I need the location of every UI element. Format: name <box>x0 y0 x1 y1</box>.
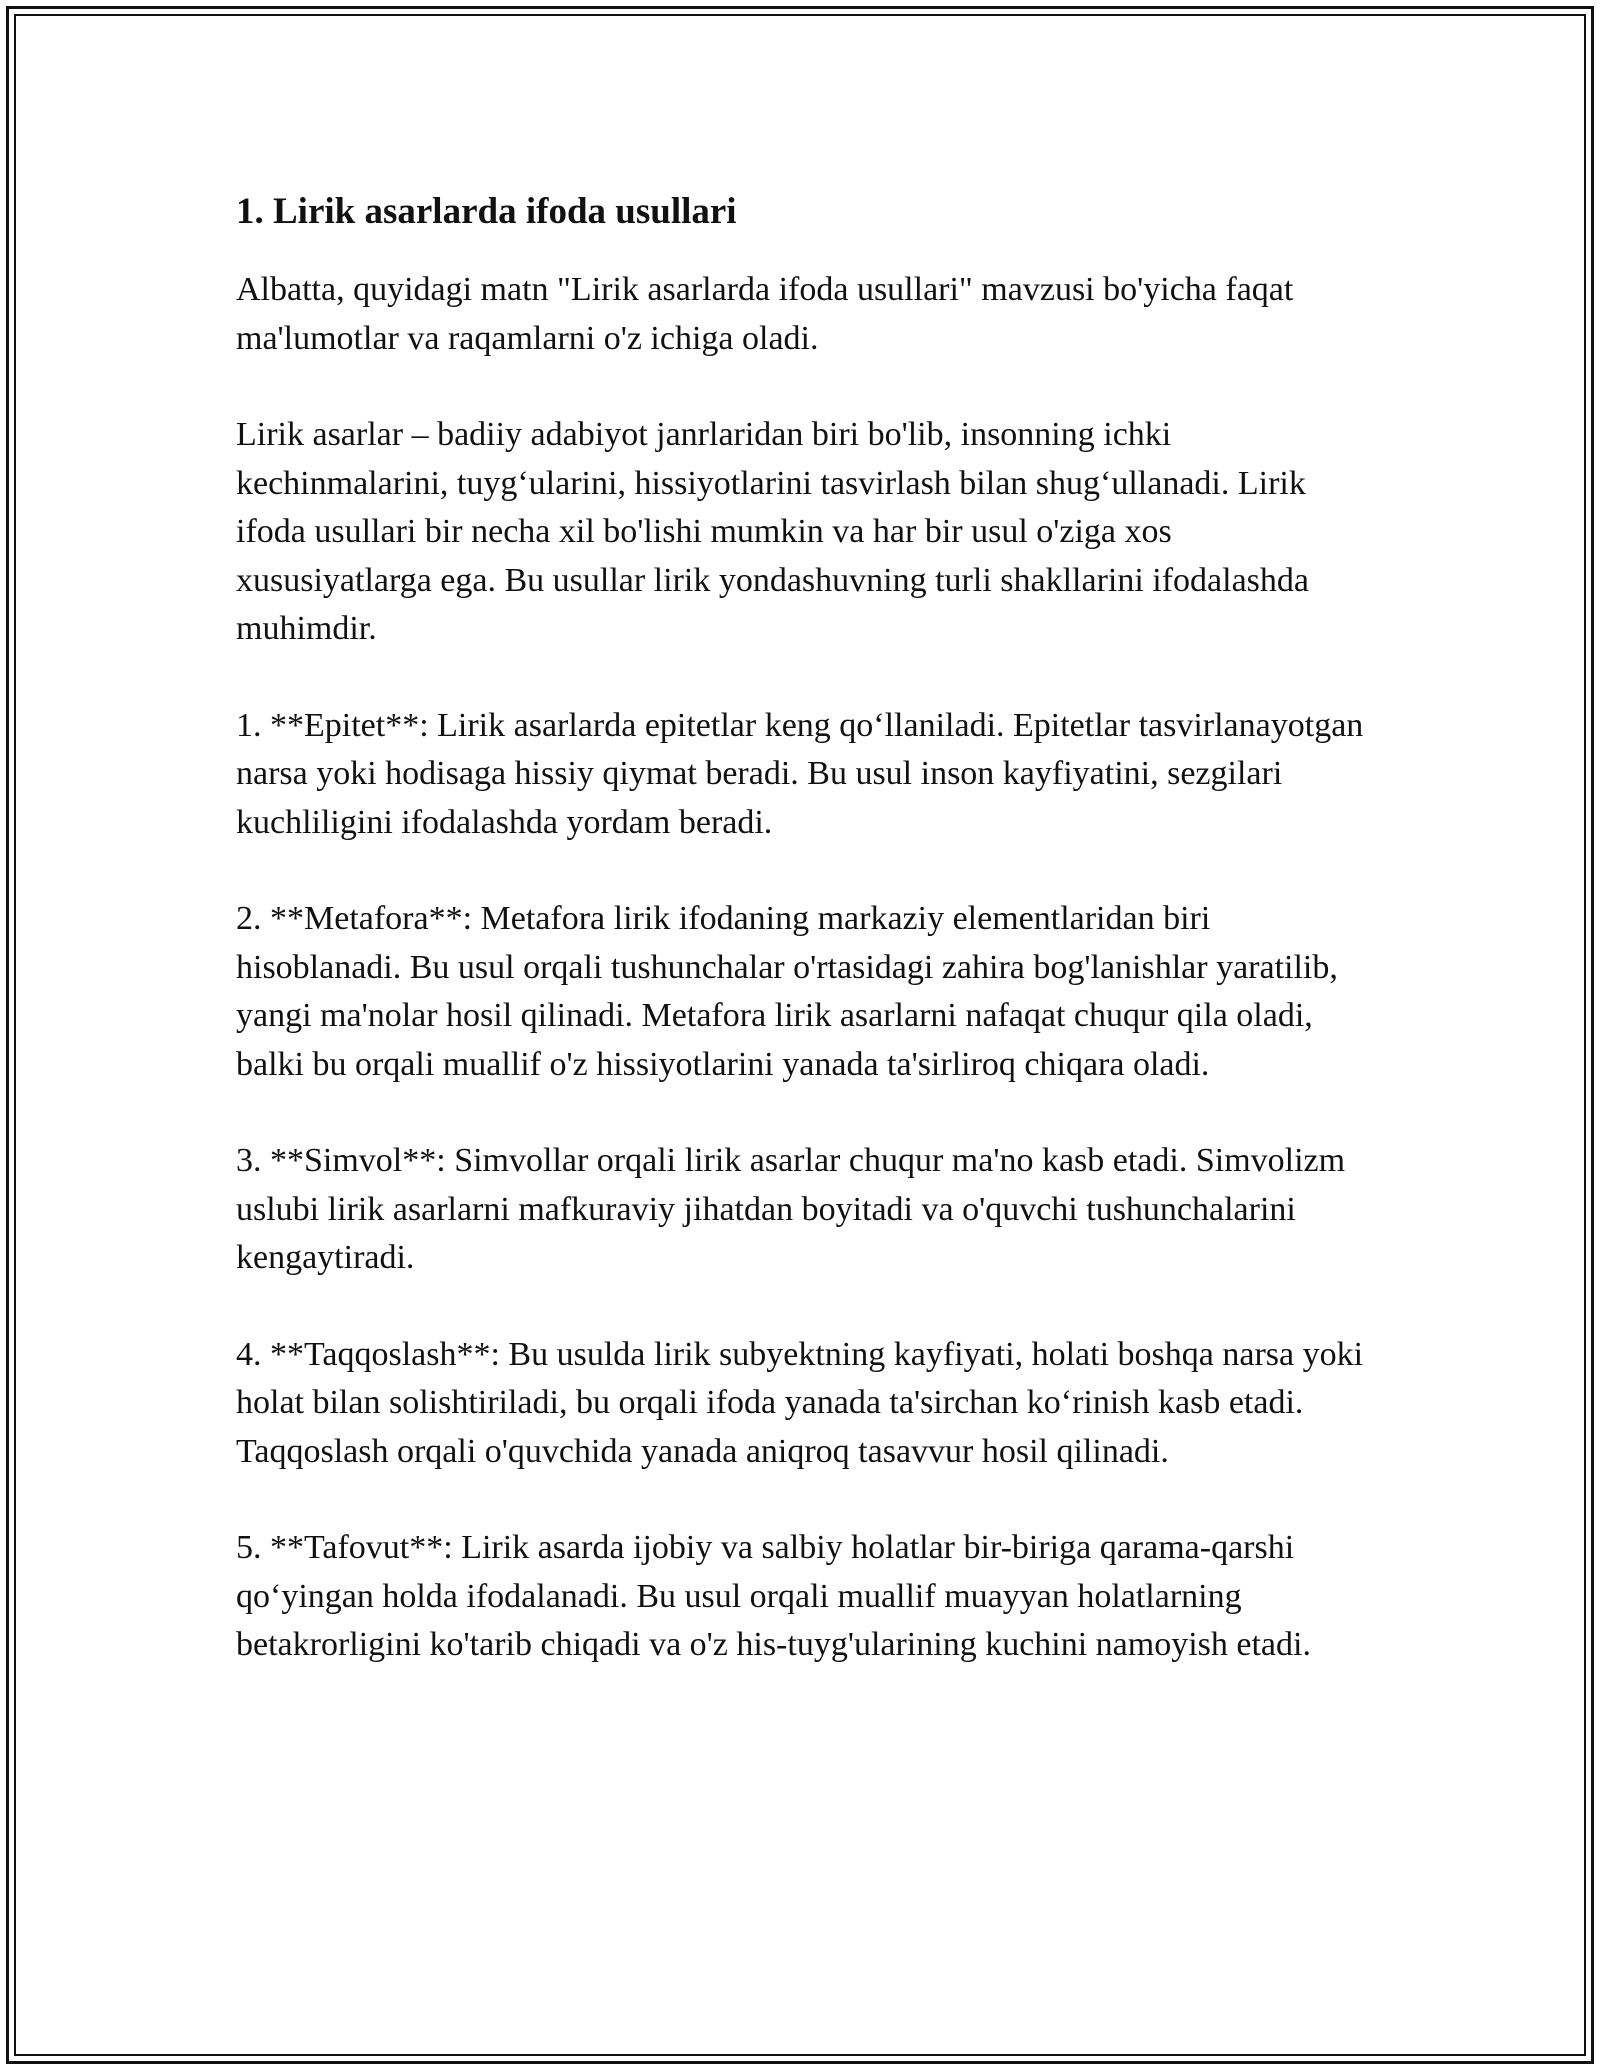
list-item-simvol: 3. **Simvol**: Simvollar orqali lirik asarlar chuqur ma'no kasb etadi. Simvolizm uslubi lirik asarlarni mafkuraviy jihatdan boyitadi va o'quvchi tushunchalarini kengaytiradi. <box>236 1142 1346 1276</box>
document-title: 1. Lirik asarlarda ifoda usullari <box>236 191 737 232</box>
list-item-epitet: 1. **Epitet**: Lirik asarlarda epitetlar keng qo‘llaniladi. Epitetlar tasvirlanayotgan narsa yoki hodisaga hissiy qiymat beradi. Bu usul inson kayfiyatini, sezgilari kuchliligini ifodalashda yordam beradi. <box>236 706 1364 841</box>
intro-paragraph: Albatta, quyidagi matn "Lirik asarlarda ifoda usullari" mavzusi bo'yicha faqat ma'lumotlar va raqamlarni o'z ichiga oladi. <box>236 271 1294 357</box>
document-page <box>236 190 1366 1718</box>
list-item-metafora: 2. **Metafora**: Metafora lirik ifodaning markaziy elementlaridan biri hisoblanadi. Bu usul orqali tushunchalar o'rtasidagi zahira bog'lanishlar yaratilib, yangi ma'nolar hosil qilinadi. Metafora lirik asarlarni nafaqat chuqur qila oladi, balki bu orqali muallif o'z hissiyotlarini yanada ta'sirliroq chiqara oladi. <box>236 900 1338 1083</box>
overview-paragraph: Lirik asarlar – badiiy adabiyot janrlaridan biri bo'lib, insonning ichki kechinmalarini, tuyg‘ularini, hissiyotlarini tasvirlash bilan shug‘ullanadi. Lirik ifoda usullari bir necha xil bo'lishi mumkin va har bir usul o'ziga xos xususiyatlarga ega. Bu usullar lirik yondashuvning turli shakllarini ifodalashda muhimdir. <box>236 416 1310 647</box>
list-item-tafovut: 5. **Tafovut**: Lirik asarda ijobiy va salbiy holatlar bir-biriga qarama-qarshi qo‘yingan holda ifodalanadi. Bu usul orqali muallif muayyan holatlarning betakrorligini ko'tarib chiqadi va o'z his-tuyg'ularining kuchini namoyish etadi. <box>236 1529 1311 1663</box>
list-item-taqqoslash: 4. **Taqqoslash**: Bu usulda lirik subyektning kayfiyati, holati boshqa narsa yoki holat bilan solishtiriladi, bu orqali ifoda yanada ta'sirchan ko‘rinish kasb etadi. Taqqoslash orqali o'quvchida yanada aniqroq tasavvur hosil qilinadi. <box>236 1335 1364 1470</box>
